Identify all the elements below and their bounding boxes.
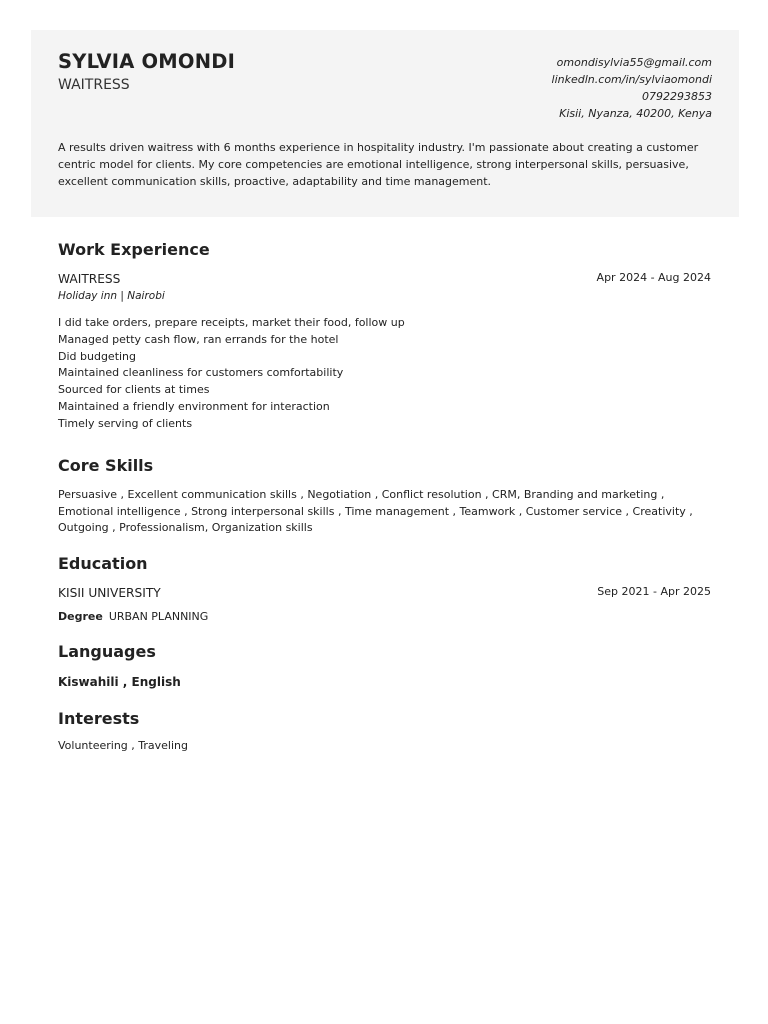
core-skills-heading: Core Skills <box>58 456 154 475</box>
list-item: I did take orders, prepare receipts, market their food, follow up <box>58 316 405 329</box>
candidate-name: SYLVIA OMONDI <box>58 50 236 73</box>
email-link[interactable]: omondisylvia55@gmail.com <box>556 56 712 69</box>
degree-line <box>58 610 208 623</box>
list-item: Maintained a friendly environment for interaction <box>58 399 330 413</box>
list-item: Did budgeting <box>58 349 137 363</box>
degree-label: Degree <box>58 610 103 623</box>
languages-text: Kiswahili , English <box>58 675 181 689</box>
list-item: Managed petty cash flow, ran errands for the hotel <box>58 332 339 346</box>
address: Kisii, Nyanza, 40200, Kenya <box>559 107 712 120</box>
linkedin-link[interactable]: linkedln.com/in/sylviaomondi <box>551 73 712 86</box>
job-duties-list <box>58 315 405 433</box>
list-item: Maintained cleanliness for customers comfortability <box>58 366 344 380</box>
interests-heading: Interests <box>58 709 140 728</box>
company-location: Holiday inn | Nairobi <box>58 290 165 302</box>
interests-text: Volunteering , Traveling <box>58 739 188 752</box>
candidate-role: WAITRESS <box>58 77 130 93</box>
school-name: KISII UNIVERSITY <box>58 586 161 600</box>
education-heading: Education <box>58 554 148 573</box>
degree-value: URBAN PLANNING <box>108 610 209 623</box>
core-skills-text: Persuasive , Excellent communication skills , Negotiation , Conflict resolution , CRM, Branding and marketing , Emotional intelligence , Strong interpersonal skills , Time management , Teamwork , Customer service , Creativity , Outgoing , Professionalism, Organization skills <box>58 488 693 534</box>
job-dates: Apr 2024 - Aug 2024 <box>596 271 711 284</box>
contact-block <box>552 54 712 122</box>
languages-heading: Languages <box>58 642 156 661</box>
list-item: Sourced for clients at times <box>58 383 210 397</box>
phone-number: 0792293853 <box>642 90 712 103</box>
job-title: WAITRESS <box>58 272 121 286</box>
profile-summary: A results driven waitress with 6 months experience in hospitality industry. I'm passionate about creating a customer centric model for clients. My core competencies are emotional intelligence, strong interpersonal skills, persuasive, excellent communication skills, proactive, adaptability and time management. <box>58 141 699 188</box>
resume-header <box>31 30 739 217</box>
work-experience-heading: Work Experience <box>58 240 210 259</box>
list-item: Timely serving of clients <box>58 416 193 430</box>
education-dates: Sep 2021 - Apr 2025 <box>597 585 711 598</box>
